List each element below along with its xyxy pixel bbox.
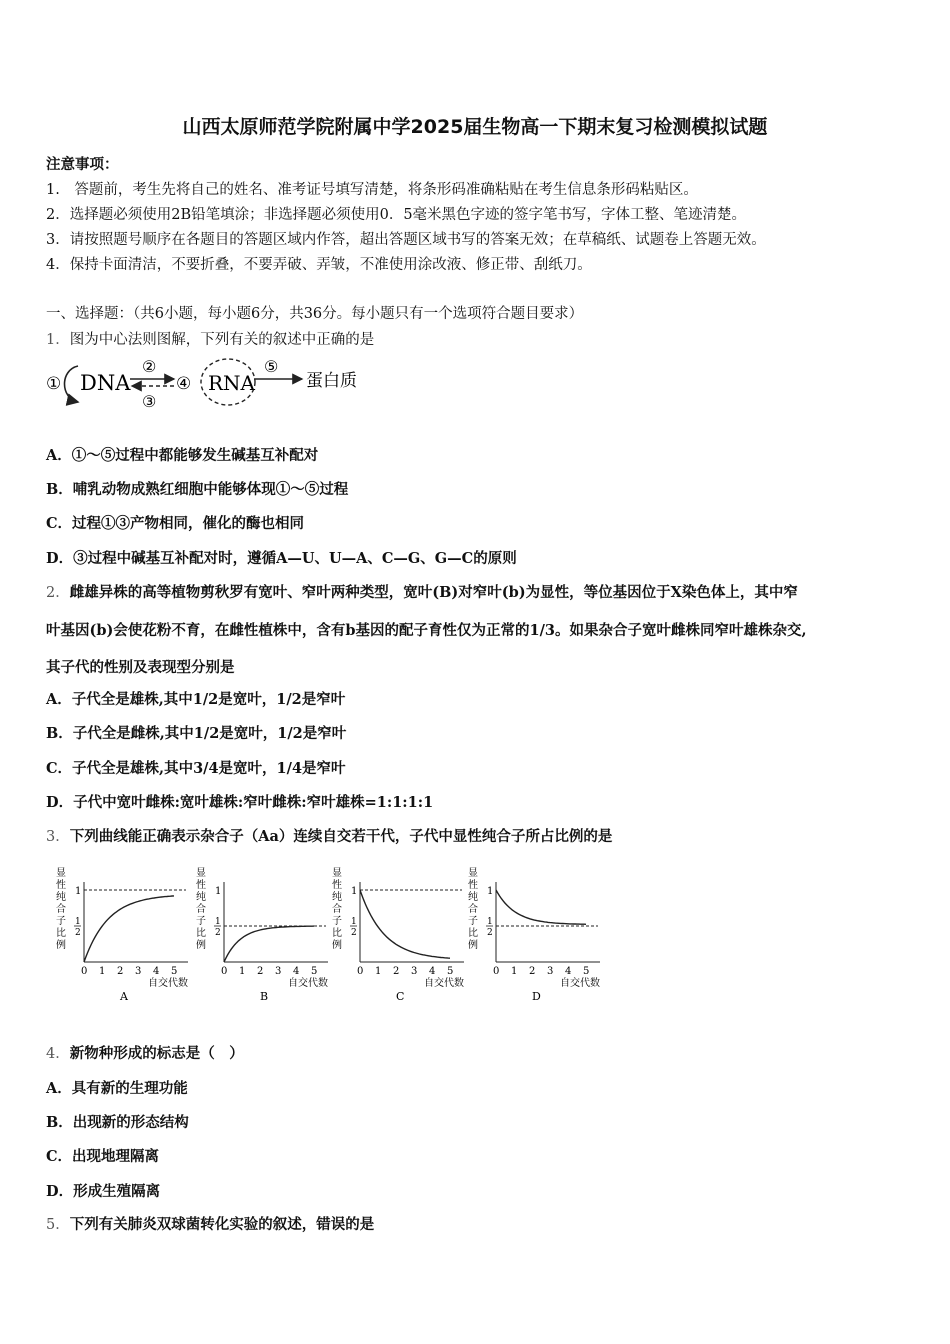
y-axis-label-char: 子 bbox=[196, 916, 206, 927]
question-stem: 下列有关肺炎双球菌转化实验的叙述，错误的是 bbox=[69, 1216, 375, 1233]
x-axis-label: 自交代数 bbox=[424, 978, 464, 989]
y-axis-label-char: 合 bbox=[196, 904, 206, 915]
q2-option-d: D．子代中宽叶雌株:宽叶雄株:窄叶雌株:窄叶雄株=1:1:1:1 bbox=[46, 794, 434, 811]
y-tick-half-den: 2 bbox=[75, 928, 81, 938]
x-tick-label: 4 bbox=[153, 966, 160, 977]
y-axis-label-char: 子 bbox=[332, 916, 342, 927]
question-number: 4． bbox=[46, 1046, 70, 1062]
selfing-curve bbox=[84, 896, 174, 962]
x-axis-label: 自交代数 bbox=[288, 978, 328, 989]
y-axis-label-char: 比 bbox=[332, 928, 342, 939]
y-axis-label-char: 比 bbox=[196, 928, 206, 939]
y-axis-label-char: 例 bbox=[196, 940, 206, 951]
x-axis-label: 自交代数 bbox=[148, 978, 188, 989]
y-tick-1: 1 bbox=[351, 886, 358, 897]
x-tick-label: 4 bbox=[565, 966, 572, 977]
x-tick-label: 2 bbox=[529, 966, 536, 977]
y-axis-label-char: 性 bbox=[56, 880, 66, 891]
x-tick-label: 2 bbox=[117, 966, 124, 977]
y-axis-label-char: 显 bbox=[196, 868, 206, 879]
x-tick-label: 5 bbox=[171, 966, 178, 977]
panel-label: C bbox=[396, 990, 405, 1002]
x-axis-label: 自交代数 bbox=[560, 978, 600, 989]
question-number: 3． bbox=[46, 829, 70, 845]
label-c5: ⑤ bbox=[264, 357, 279, 376]
y-axis-label-char: 合 bbox=[332, 904, 342, 915]
panel-label: A bbox=[120, 990, 128, 1002]
q2-option-c: C．子代全是雄株,其中3/4是宽叶，1/4是窄叶 bbox=[46, 760, 346, 777]
question-4 bbox=[46, 1042, 244, 1063]
label-protein: 蛋白质 bbox=[306, 371, 357, 391]
label-c4: ④ bbox=[176, 374, 192, 394]
y-axis-label-char: 合 bbox=[468, 904, 478, 915]
notice-item-4: 4．保持卡面清洁，不要折叠，不要弄破、弄皱，不准使用涂改液、修正带、刮纸刀。 bbox=[46, 257, 592, 273]
x-tick-label: 3 bbox=[547, 966, 554, 977]
y-axis-label-char: 纯 bbox=[56, 892, 66, 903]
x-tick-label: 1 bbox=[99, 966, 106, 977]
x-tick-label: 0 bbox=[81, 966, 88, 977]
panel-label: B bbox=[260, 990, 269, 1002]
y-axis-label-char: 子 bbox=[56, 916, 66, 927]
y-tick-half-num: 1 bbox=[75, 917, 81, 927]
x-tick-label: 3 bbox=[135, 966, 142, 977]
q4-option-d: D．形成生殖隔离 bbox=[46, 1183, 161, 1200]
y-tick-half-den: 2 bbox=[351, 928, 357, 938]
section-heading: 一、选择题：（共6小题，每小题6分，共36分。每小题只有一个选项符合题目要求） bbox=[46, 306, 584, 322]
question-number: 5． bbox=[46, 1217, 70, 1233]
label-rna: RNA bbox=[208, 371, 256, 395]
x-tick-label: 0 bbox=[221, 966, 228, 977]
q1-option-b: B．哺乳动物成熟红细胞中能够体现①～⑤过程 bbox=[46, 481, 349, 498]
notice-item-1: 1. 答题前，考生先将自己的姓名、准考证号填写清楚，将条形码准确粘贴在考生信息条形码粘贴区。 bbox=[46, 182, 698, 198]
y-tick-half-num: 1 bbox=[351, 917, 357, 927]
x-tick-label: 2 bbox=[393, 966, 400, 977]
y-axis-label-char: 纯 bbox=[196, 892, 206, 903]
replication-arrow bbox=[65, 366, 79, 402]
label-c3: ③ bbox=[142, 392, 157, 411]
selfing-curve bbox=[360, 890, 450, 958]
q1-option-d: D．③过程中碱基互补配对时，遵循A—U、U—A、C—G、G—C的原则 bbox=[46, 550, 517, 567]
y-axis-label-char: 性 bbox=[332, 880, 342, 891]
x-tick-label: 0 bbox=[357, 966, 364, 977]
y-axis-label-char: 显 bbox=[332, 868, 342, 879]
question-2-line-3: 其子代的性别及表现型分别是 bbox=[46, 659, 235, 676]
x-tick-label: 1 bbox=[375, 966, 382, 977]
y-tick-1: 1 bbox=[215, 886, 222, 897]
notice-item-2: 2．选择题必须使用2B铅笔填涂；非选择题必须使用0．5毫米黑色字迹的签字笔书写，字体工整、笔迹清楚。 bbox=[46, 207, 747, 223]
x-tick-label: 3 bbox=[411, 966, 418, 977]
question-number: 1． bbox=[46, 332, 70, 348]
panel-label: D bbox=[532, 990, 541, 1002]
y-axis-label-char: 纯 bbox=[468, 892, 478, 903]
y-axis-label-char: 子 bbox=[468, 916, 478, 927]
q1-option-a: A．①～⑤过程中都能够发生碱基互补配对 bbox=[46, 447, 319, 464]
x-tick-label: 1 bbox=[239, 966, 246, 977]
y-tick-half-num: 1 bbox=[215, 917, 221, 927]
x-tick-label: 4 bbox=[429, 966, 436, 977]
y-axis-label-char: 比 bbox=[56, 928, 66, 939]
question-2-line-1 bbox=[46, 581, 798, 602]
x-tick-label: 5 bbox=[447, 966, 454, 977]
selfing-curve bbox=[496, 890, 586, 924]
q2-option-a: A．子代全是雄株,其中1/2是宽叶，1/2是窄叶 bbox=[46, 691, 346, 708]
notice-item-3: 3．请按照题号顺序在各题目的答题区域内作答，超出答题区域书写的答案无效；在草稿纸、试题卷上答题无效。 bbox=[46, 232, 766, 248]
page-title: 山西太原师范学院附属中学2025届生物高一下期末复习检测模拟试题 bbox=[182, 116, 768, 138]
y-tick-half-den: 2 bbox=[487, 928, 493, 938]
question-3 bbox=[46, 825, 612, 846]
x-tick-label: 2 bbox=[257, 966, 264, 977]
selfing-curves-figure bbox=[56, 862, 616, 1002]
y-axis-label-char: 显 bbox=[56, 868, 66, 879]
label-dna: DNA bbox=[80, 371, 131, 395]
y-tick-half-num: 1 bbox=[487, 917, 493, 927]
notice-heading: 注意事项： bbox=[46, 156, 119, 173]
y-axis-label-char: 显 bbox=[468, 868, 478, 879]
question-number: 2． bbox=[46, 585, 70, 601]
label-c1: ① bbox=[46, 374, 62, 394]
y-axis-label-char: 纯 bbox=[332, 892, 342, 903]
y-axis-label-char: 性 bbox=[196, 880, 206, 891]
x-tick-label: 5 bbox=[311, 966, 318, 977]
question-5 bbox=[46, 1213, 374, 1234]
y-axis-label-char: 合 bbox=[56, 904, 66, 915]
question-stem-1: 雌雄异株的高等植物剪秋罗有宽叶、窄叶两种类型，宽叶(B)对窄叶(b)为显性，等位基因位于X染色体上，其中窄 bbox=[69, 584, 798, 601]
question-1 bbox=[46, 328, 374, 349]
y-axis-label-char: 例 bbox=[468, 940, 478, 951]
y-axis-label-char: 例 bbox=[56, 940, 66, 951]
question-stem: 新物种形成的标志是（ ） bbox=[69, 1045, 244, 1062]
x-tick-label: 1 bbox=[511, 966, 518, 977]
selfing-curve bbox=[224, 926, 314, 962]
x-tick-label: 3 bbox=[275, 966, 282, 977]
x-tick-label: 5 bbox=[583, 966, 590, 977]
y-axis-label-char: 比 bbox=[468, 928, 478, 939]
question-stem: 图为中心法则图解，下列有关的叙述中正确的是 bbox=[69, 332, 375, 348]
question-stem: 下列曲线能正确表示杂合子（Aa）连续自交若干代，子代中显性纯合子所占比例的是 bbox=[69, 828, 613, 845]
y-tick-1: 1 bbox=[75, 886, 82, 897]
y-tick-half-den: 2 bbox=[215, 928, 221, 938]
y-tick-1: 1 bbox=[487, 886, 494, 897]
label-c2: ② bbox=[142, 357, 157, 376]
q1-option-c: C．过程①③产物相同，催化的酶也相同 bbox=[46, 515, 305, 532]
q4-option-c: C．出现地理隔离 bbox=[46, 1148, 160, 1165]
q2-option-b: B．子代全是雌株,其中1/2是宽叶，1/2是窄叶 bbox=[46, 725, 347, 742]
x-tick-label: 0 bbox=[493, 966, 500, 977]
y-axis-label-char: 性 bbox=[468, 880, 478, 891]
question-2-line-2: 叶基因(b)会使花粉不育，在雌性植株中，含有b基因的配子育性仅为正常的1/3。如果杂合子宽叶雌株同窄叶雄株杂交, bbox=[46, 622, 807, 639]
q4-option-a: A．具有新的生理功能 bbox=[46, 1080, 188, 1097]
x-tick-label: 4 bbox=[293, 966, 300, 977]
q4-option-b: B．出现新的形态结构 bbox=[46, 1114, 189, 1131]
y-axis-label-char: 例 bbox=[332, 940, 342, 951]
central-dogma-diagram bbox=[44, 352, 384, 412]
